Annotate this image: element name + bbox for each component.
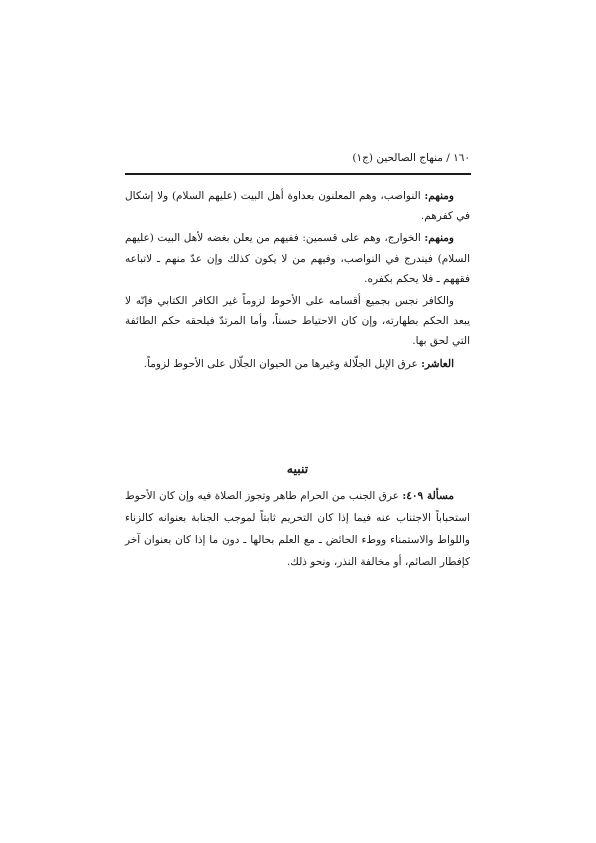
main-text [125, 186, 470, 376]
issue-paragraph [125, 485, 470, 573]
paragraph-lead: ومنهم: [424, 232, 454, 245]
running-title: ١٦٠ / منهاج الصالحين (ج١) [352, 152, 470, 164]
running-header [125, 150, 470, 166]
header-divider [125, 173, 471, 175]
paragraph-text: النواصب، وهم المعلنون بعداوة أهل البيت (عليهم السلام) ولا إشكال في كفرهم. [125, 190, 470, 223]
issue-text: عرق الجنب من الحرام طاهر وتجوز الصلاة فيه وإن كان الأحوط استحباباً الاجتناب عنه فيما إذا كان التحريم ثابتاً لموجب الجنابة بعنوانه كالزناء واللواط والاستمناء ووطء الحائض ـ مع العلم بحالها ـ دون ما إذا كان بعنوان آخر كإفطار الصائم، أو مخالفة النذر، ونحو ذلك. [125, 490, 470, 568]
paragraph-nawasib [125, 186, 470, 226]
paragraph-khawarij [125, 228, 470, 289]
issue-number: مسألة ٤٠٩: [402, 490, 454, 502]
paragraph-text: والكافر نجس بجميع أقسامه على الأحوط لزوماً غير الكافر الكتابي فإنّه لا يبعد الحكم بطهارته، وإن كان الاحتياط حسناً، وأما المرتدّ فيلحقه حكم الطائفة التي لحق بها. [125, 295, 470, 348]
paragraph-tenth [125, 354, 470, 374]
paragraph-text: عرق الإبل الجلّالة وغيرها من الحيوان الجلّال على الأحوط لزوماً. [143, 357, 422, 370]
issue-409 [125, 485, 470, 575]
paragraph-lead: ومنهم: [424, 190, 454, 202]
notice-heading [125, 460, 470, 478]
paragraph-lead: العاشر: [421, 357, 454, 370]
paragraph-text: الخوارج، وهم على قسمين: ففيهم من يعلن بغضه لأهل البيت (عليهم السلام) فيندرج في النواصب، وفيهم من لا يكون كذلك وإن عدّ منهم ـ لاتباعه فقههم ـ فلا يحكم بكفره. [125, 232, 470, 285]
paragraph-kafir [125, 291, 470, 352]
notice-title: تنبيه [286, 461, 309, 476]
